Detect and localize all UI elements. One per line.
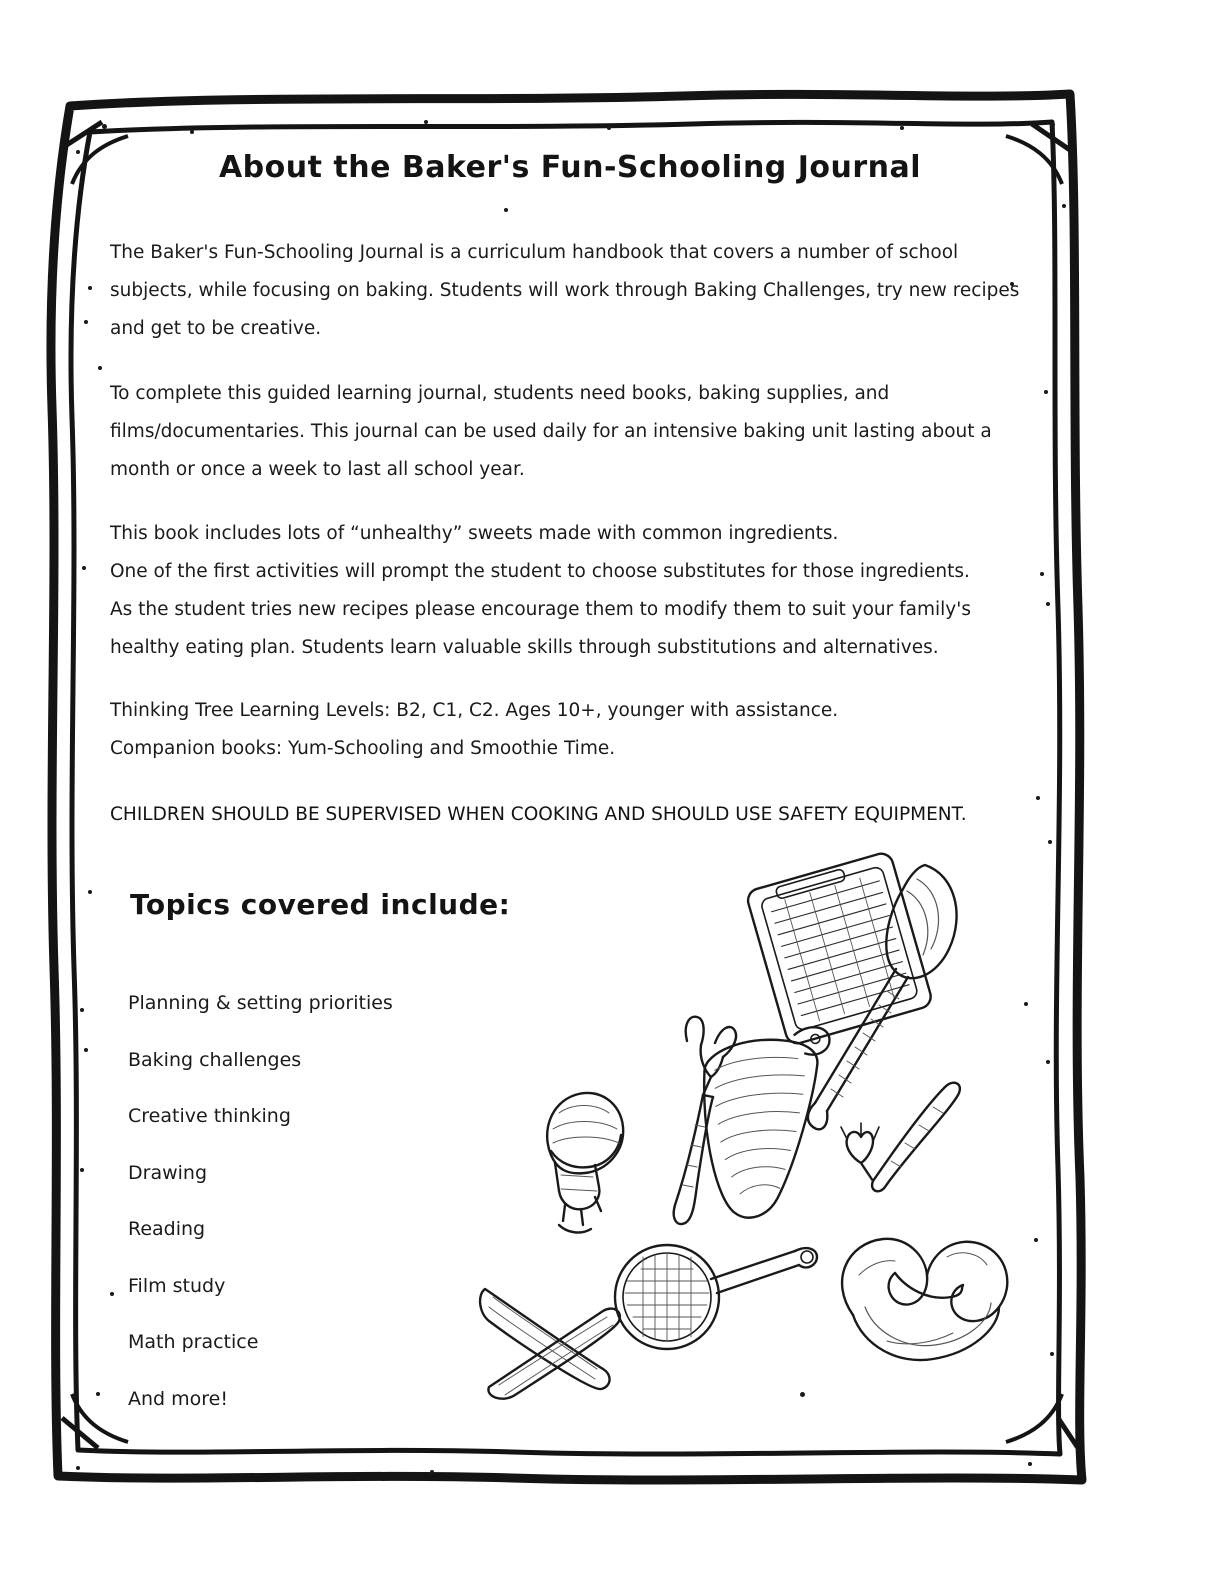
sieve-icon: [615, 1245, 817, 1349]
paragraph-text: The Baker's Fun-Schooling Journal is a curriculum handbook that covers a number of school subjects, while focusing on baking. Students will work through Baking Challenges, try new recipes and get to be creative.: [110, 242, 1020, 339]
paragraph-line: Companion books: Yum-Schooling and Smoothie Time.: [110, 738, 616, 759]
list-item: Creative thinking: [128, 1105, 291, 1127]
substitutions-paragraph: [110, 515, 1040, 667]
paragraph-line: This book includes lots of “unhealthy” sweets made with common ingredients.: [110, 523, 839, 544]
paragraph-line: One of the first activities will prompt the student to choose substitutes for those ingredients.: [110, 561, 970, 582]
page-title: About the Baker's Fun-Schooling Journal: [218, 150, 922, 185]
pretzel-icon: [842, 1239, 1007, 1360]
list-item: Reading: [128, 1218, 206, 1240]
safety-warning: CHILDREN SHOULD BE SUPERVISED WHEN COOKING AND SHOULD USE SAFETY EQUIPMENT.: [110, 804, 967, 825]
list-item: Planning & setting priorities: [128, 992, 393, 1014]
paragraph-line: healthy eating plan. Students learn valuable skills through substitutions and alternatives.: [110, 637, 939, 658]
paragraph-line: As the student tries new recipes please encourage them to modify them to suit your family's: [110, 599, 971, 620]
intro-paragraph: [110, 234, 1040, 348]
cinnamon-sticks-icon: [480, 1289, 620, 1399]
baking-tools-illustration: [455, 845, 1015, 1415]
list-item: Drawing: [128, 1161, 208, 1184]
grater-icon: [745, 851, 933, 1046]
topics-heading: Topics covered include:: [130, 888, 511, 921]
list-item: Math practice: [128, 1331, 259, 1353]
cutting-board-icon: [694, 1025, 852, 1222]
requirements-paragraph: [110, 375, 1040, 489]
list-item: And more!: [128, 1387, 228, 1410]
learning-levels-paragraph: [110, 692, 1040, 768]
fork-icon: [841, 1083, 960, 1192]
list-item: Baking challenges: [128, 1048, 302, 1071]
paragraph-line: Thinking Tree Learning Levels: B2, C1, C2. Ages 10+, younger with assistance.: [110, 700, 839, 721]
whisk-head-icon: [547, 1093, 623, 1233]
list-item: Film study: [128, 1274, 226, 1297]
paragraph-text: To complete this guided learning journal, students need books, baking supplies, and films/documentaries. This journal can be used daily for an intensive baking unit lasting about a month or once a week to last all school year.: [110, 383, 992, 480]
